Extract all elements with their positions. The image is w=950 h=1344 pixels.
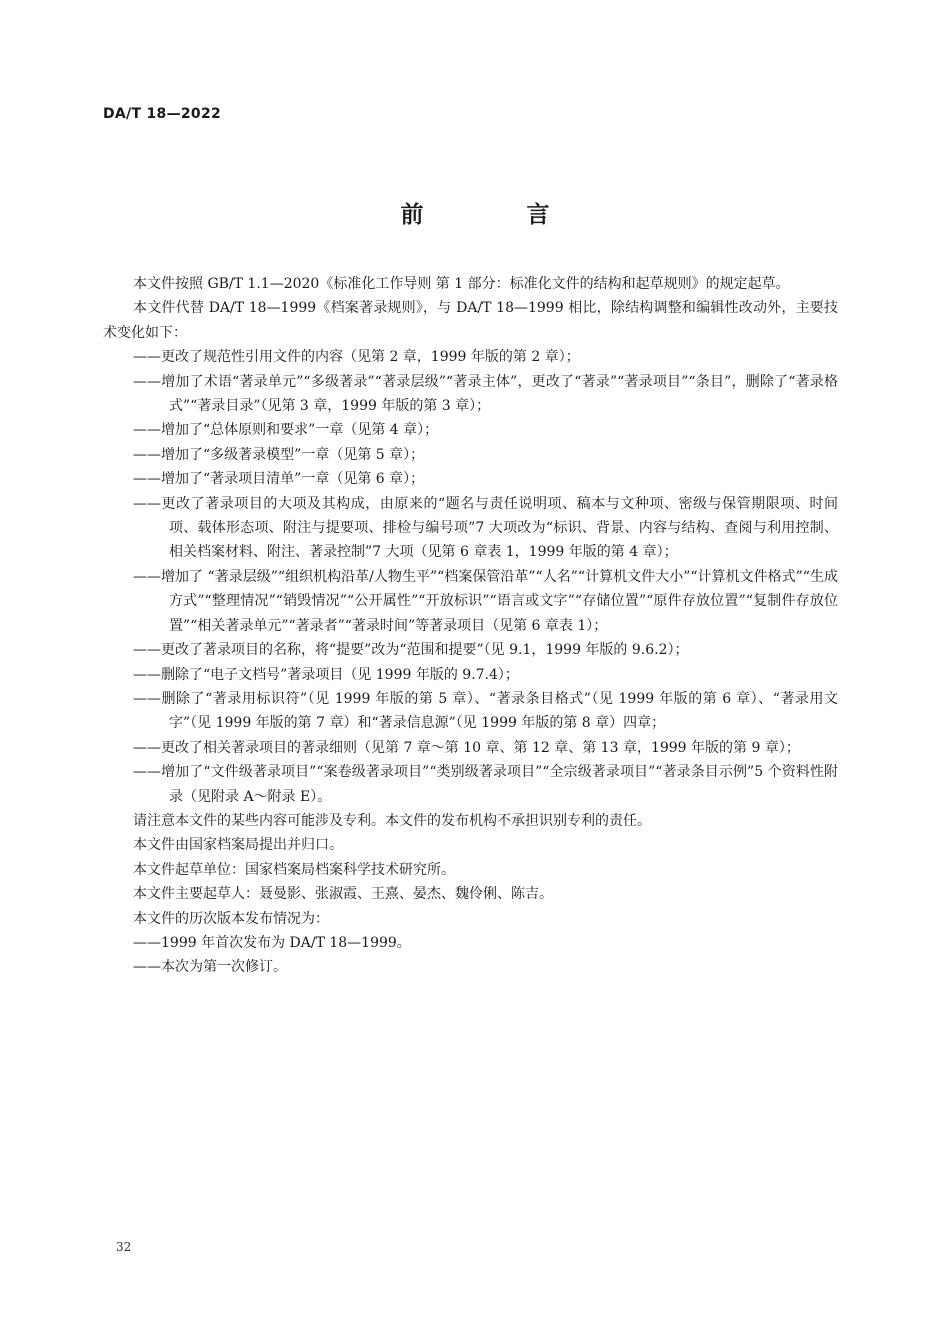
paragraph: 本文件的历次版本发布情况为： (133, 910, 329, 927)
page-title: 前 言 (400, 202, 590, 228)
list-item: ——本次为第一次修订。 (133, 959, 287, 976)
list-item: ——更改了著录项目的名称，将“提要”改为“范围和提要”（见 9.1，1999 年版的 9.6.2）； (133, 642, 689, 659)
paragraph: 本文件由国家档案局提出并归口。 (133, 837, 343, 854)
list-item: ——更改了规范性引用文件的内容（见第 2 章，1999 年版的第 2 章）； (133, 349, 580, 366)
document-body (103, 272, 838, 980)
paragraph: 本文件起草单位：国家档案局档案科学技术研究所。 (133, 861, 455, 878)
list-item: ——更改了相关著录项目的著录细则（见第 7 章～第 10 章、第 12 章、第 13 章，1999 年版的第 9 章）； (133, 739, 800, 756)
list-item: ——删除了“电子文档号”著录项目（见 1999 年版的 9.7.4）； (133, 666, 519, 683)
list-item: ——增加了“著录项目清单”一章（见第 6 章）； (133, 471, 425, 488)
history-list (103, 931, 838, 980)
paragraph: 请注意本文件的某些内容可能涉及专利。本文件的发布机构不承担识别专利的责任。 (133, 812, 651, 829)
page-number: 32 (116, 1240, 132, 1254)
list-item: ——增加了“多级著录模型”一章（见第 5 章）； (133, 446, 425, 463)
list-item: ——增加了术语“著录单元”“多级著录”“著录层级”“著录主体”，更改了“著录”“著录项目”“条目”，删除了“著录格式”“著录目录”（见第 3 章，1999 年版的第 3 章）； (133, 373, 838, 415)
list-item: ——更改了著录项目的大项及其构成，由原来的“题名与责任说明项、稿本与文种项、密级与保管期限项、时间项、载体形态项、附注与提要项、排检与编号项”7 大项改为“标识、背景、内容与结构、查阅与利用控制、相关档案材料、附注、著录控制”7 大项（见第 6 章表 1，1999 年版的第 4 章）； (133, 495, 838, 561)
paragraph: 本文件主要起草人：聂曼影、张淑霞、王熹、晏杰、魏伶俐、陈吉。 (133, 886, 553, 903)
paragraph: 本文件代替 DA/T 18—1999《档案著录规则》，与 DA/T 18—1999 相比，除结构调整和编辑性改动外，主要技术变化如下： (103, 300, 838, 341)
list-item: ——删除了“著录用标识符”（见 1999 年版的第 5 章）、“著录条目格式”（见 1999 年版的第 6 章）、“著录用文字”（见 1999 年版的第 7 章）和“著录信息源”（见 1999 年版的第 8 章）四章； (133, 690, 838, 732)
list-item: ——增加了 “著录层级”“组织机构沿革/人物生平”“档案保管沿革”“人名”“计算机文件大小”“计算机文件格式”“生成方式”“整理情况”“销毁情况”“公开属性”“开放标识”“语言或文字”“存储位置”“原件存放位置”“复制件存放位置”“相关著录单元”“著录者”“著录时间”等著录项目（见第 6 章表 1）； (133, 568, 838, 634)
change-list (103, 345, 838, 809)
document-code: DA/T 18—2022 (103, 106, 222, 122)
list-item: ——增加了“文件级著录项目”“案卷级著录项目”“类别级著录项目”“全宗级著录项目”“著录条目示例”5 个资料性附录（见附录 A～附录 E）。 (133, 764, 838, 805)
list-item: ——增加了“总体原则和要求”一章（见第 4 章）； (133, 422, 439, 439)
list-item: ——1999 年首次发布为 DA/T 18—1999。 (133, 934, 411, 951)
paragraph: 本文件按照 GB/T 1.1—2020《标准化工作导则 第 1 部分：标准化文件的结构和起草规则》的规定起草。 (133, 276, 790, 292)
